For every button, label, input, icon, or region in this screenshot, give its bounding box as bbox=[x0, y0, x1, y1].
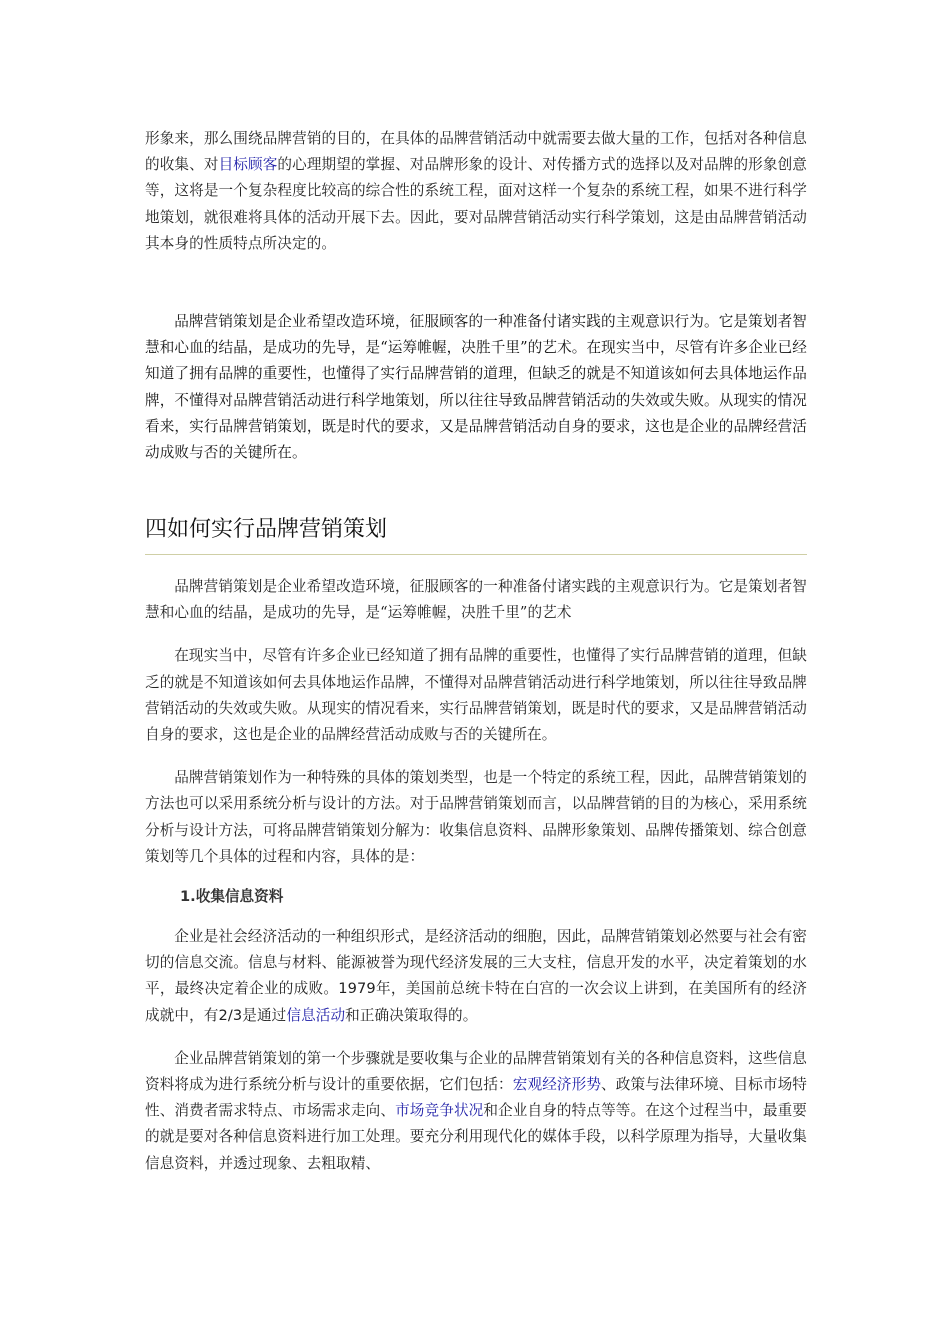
text: 是通过 bbox=[242, 1006, 287, 1024]
text: 的心理期望的掌握、对品牌形象的设计、对传播方式的选择以及对品牌的形象创意等，这将是一个复杂程度比较高的综合性的系统工程，面对这样一个复杂的系统工程，如果不进行科学地策划，就很难将具体的活动开展下去。因此，要对品牌营销活动实行科学策划，这是由品牌营销活动其本身的性质特点所决定的。 bbox=[145, 156, 807, 252]
text: 和企业自身的特点等等。在这个过程当中，最重要的就是要对各种信息资料进行加工处理。要充分利用现代化的媒体手段，以科学原理为指导，大量收集信息资料，并透过现象、去粗取精、 bbox=[145, 1102, 808, 1172]
link-macro-economy[interactable]: 宏观经济形势 bbox=[512, 1076, 602, 1094]
paragraph: 品牌营销策划是企业希望改造环境，征服顾客的一种准备付诸实践的主观意识行为。它是策划者智慧和心血的结晶，是成功的先导，是“运筹帷幄，决胜千里”的艺术。在现实当中，尽管有许多企业已经知道了拥有品牌的重要性，也懂得了实行品牌营销的道理，但缺乏的就是不知道该如何去具体地运作品牌，不懂得对品牌营销活动进行科学地策划，所以往往导致品牌营销活动的失效或失败。从现实的情况看来，实行品牌营销策划，既是时代的要求，又是品牌营销活动自身的要求，这也是企业的品牌经营活动成败与否的关键所在。 bbox=[145, 313, 807, 462]
paragraph-intro-continuation bbox=[145, 126, 807, 257]
text: 和正确决策取得的。 bbox=[345, 1006, 478, 1024]
text: 、政策与法律环境、目标市场特性、消费者需求特点、市场需求走向、 bbox=[145, 1076, 807, 1120]
paragraph bbox=[145, 924, 807, 1029]
paragraph: 在现实当中，尽管有许多企业已经知道了拥有品牌的重要性，也懂得了实行品牌营销的道理，但缺乏的就是不知道该如何去具体地运作品牌，不懂得对品牌营销活动进行科学地策划，所以往往导致品牌营销活动的失效或失败。从现实的情况看来，实行品牌营销策划，既是时代的要求，又是品牌营销活动自身的要求，这也是企业的品牌经营活动成败与否的关键所在。 bbox=[145, 647, 807, 744]
paragraph-planning-definition bbox=[145, 309, 807, 466]
text: 年，美国前总统卡特在白宫的一次会议上讲到，在美国所有的经济成就中，有 bbox=[145, 980, 807, 1024]
text: 形象来，那么围绕品牌营销的目的，在具体的品牌营销活动中就需要去做大量的工作，包括对各种信息的收集、对 bbox=[145, 130, 807, 174]
paragraph bbox=[145, 1046, 807, 1177]
text: 企业是社会经济活动的一种组织形式，是经济活动的细胞，因此，品牌营销策划必然要与社会有密切的信息交流。信息与材料、能源被誉为现代经济发展的三大支柱，信息开发的水平，决定着策划的水平，最终决定着企业的成败。 bbox=[145, 928, 807, 998]
paragraph bbox=[145, 126, 807, 257]
section-heading: 四如何实行品牌营销策划 bbox=[145, 515, 807, 555]
section-heading-block bbox=[145, 515, 807, 555]
subheading-collect-information: 1.收集信息资料 bbox=[180, 888, 284, 906]
link-target-customer[interactable]: 目标顾客 bbox=[218, 156, 278, 174]
section-body bbox=[145, 574, 807, 1177]
year-number: 1979 bbox=[338, 980, 376, 998]
paragraph: 品牌营销策划作为一种特殊的具体的策划类型，也是一个特定的系统工程，因此，品牌营销策划的方法也可以采用系统分析与设计的方法。对于品牌营销策划而言，以品牌营销的目的为核心，采用系统分析与设计方法，可将品牌营销策划分解为：收集信息资料、品牌形象策划、品牌传播策划、综合创意策划等几个具体的过程和内容，具体的是： bbox=[145, 769, 807, 865]
paragraph: 品牌营销策划是企业希望改造环境，征服顾客的一种准备付诸实践的主观意识行为。它是策划者智慧和心血的结晶，是成功的先导，是“运筹帷幄，决胜千里”的艺术 bbox=[145, 578, 807, 622]
text: 企业品牌营销策划的第一个步骤就是要收集与企业的品牌营销策划有关的各种信息资料，这些信息资料将成为进行系统分析与设计的重要依据，它们包括： bbox=[145, 1049, 807, 1094]
fraction-number: 2/3 bbox=[218, 1006, 243, 1024]
link-market-competition[interactable]: 市场竞争状况 bbox=[395, 1102, 484, 1120]
link-information-activity[interactable]: 信息活动 bbox=[286, 1006, 346, 1024]
